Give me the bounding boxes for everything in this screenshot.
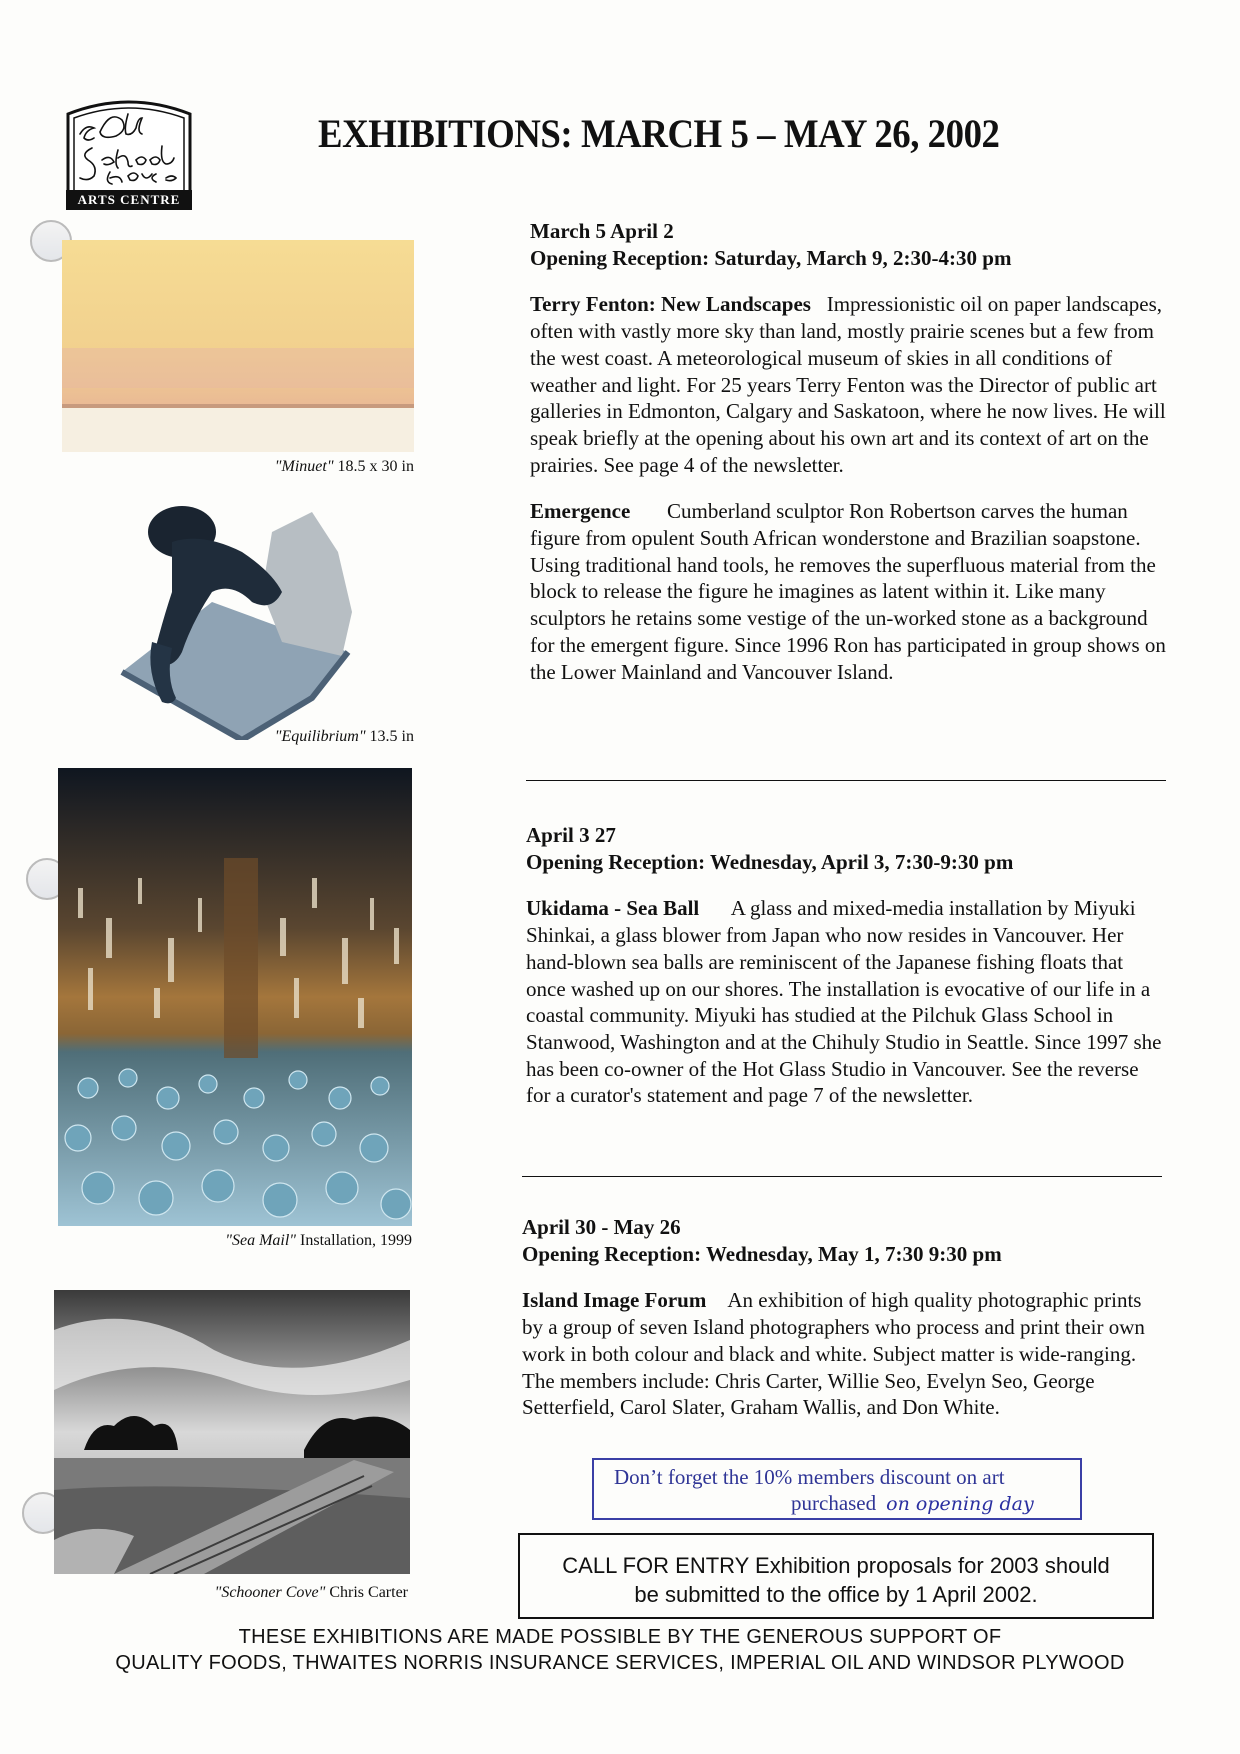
discount-line-2-wrap [614,1490,1070,1517]
call-for-entry-line-1: CALL FOR ENTRY Exhibition proposals for 2003 should [562,1553,1110,1578]
logo-script-drawing [70,102,188,186]
call-for-entry-box [518,1533,1154,1619]
section-reception: Opening Reception: Saturday, March 9, 2:30-4:30 pm [530,245,1012,270]
entry-body: A glass and mixed-media installation by Miyuki Shinkai, a glass blower from Japan who now resides in Vancouver. Her hand-blown sea balls are reminiscent of the Japanese fishing floats that once washed up on our shores. The installation is evocative of our life in a coastal community. Miyuki has studied at the Pilchuk Glass School in Stanwood, Washington and at the Chihuly Studio in Seattle. Since 1997 she has been co-owner of the Hot Glass Studio in Vancouver. See the reverse for a curator's statement and page 7 of the newsletter. [526,896,1162,1108]
entry-heading: Ukidama - Sea Ball [526,896,700,921]
entry-body: Impressionistic oil on paper landscapes, often with vastly more sky than land, mostly prairie scenes but a few from the west coast. A meteorological museum of skies in all conditions of weather and light. For 25 years Terry Fenton was the Director of public art galleries in Edmonton, Calgary and Saskatoon, where he now lives. He will speak briefly at the opening about his own art and its context of art on the prairies. See page 4 of the newsletter. [530,292,1166,477]
exhibition-entry [530,291,1170,478]
section-date: March 5 April 2 [530,219,674,243]
section-divider [526,780,1166,781]
arts-centre-logo [66,96,192,210]
exhibition-entry [522,1287,1162,1421]
entry-heading: Island Image Forum [522,1288,707,1313]
footer-line-2: QUALITY FOODS, THWAITES NORRIS INSURANCE SERVICES, IMPERIAL OIL AND WINDSOR PLYWOOD [115,1652,1125,1674]
sea-mail-caption [150,1232,412,1250]
section-date: April 30 - May 26 [522,1215,681,1239]
caption-detail: Installation, 1999 [296,1232,412,1249]
discount-line-1: Don’t forget the 10% members discount on art [614,1465,1005,1489]
schooner-cove-photo-image [54,1290,410,1574]
caption-detail: 13.5 in [365,728,414,745]
caption-detail: 18.5 x 30 in [333,458,414,475]
handwritten-note: on opening day [886,1493,1034,1515]
exhibition-entry [526,895,1166,1109]
section-reception: Opening Reception: Wednesday, May 1, 7:30 9:30 pm [522,1241,1002,1266]
footer-line-1: THESE EXHIBITIONS ARE MADE POSSIBLE BY THE GENEROUS SUPPORT OF [238,1626,1002,1648]
members-discount-notice [592,1458,1082,1520]
caption-title: "Sea Mail" [225,1232,297,1249]
call-for-entry-line-2: be submitted to the office by 1 April 2002. [634,1582,1038,1607]
discount-line-2: purchased [791,1491,877,1515]
exhibition-section-2 [526,822,1166,1109]
section-date: April 3 27 [526,823,616,847]
sea-mail-installation-image [58,768,412,1226]
entry-heading: Terry Fenton: New Landscapes [530,292,811,317]
equilibrium-sculpture-image [112,492,368,740]
equilibrium-caption [200,728,414,746]
caption-detail: Chris Carter [325,1584,408,1601]
minuet-painting-image [62,240,414,452]
logo-band-text: ARTS CENTRE [66,190,192,210]
page-title: EXHIBITIONS: MARCH 5 – MAY 26, 2002 [318,111,1000,156]
sponsors-footer [0,1624,1240,1676]
schooner-cove-caption [150,1584,408,1602]
entry-heading: Emergence [530,499,631,524]
exhibition-section-3 [522,1214,1162,1421]
minuet-caption [200,458,414,476]
caption-title: "Equilibrium" [274,728,366,745]
exhibition-section-1 [530,218,1170,685]
entry-body: An exhibition of high quality photographic prints by a group of seven Island photographers who process and print their own work in both colour and black and white. Subject matter is wide-ranging. The members include: Chris Carter, Willie Seo, Evelyn Seo, George Setterfield, Carol Slater, Graham Wallis, and Don White. [522,1288,1145,1420]
section-divider [522,1176,1162,1177]
caption-title: "Schooner Cove" [214,1584,326,1601]
section-reception: Opening Reception: Wednesday, April 3, 7:30-9:30 pm [526,849,1014,874]
caption-title: "Minuet" [274,458,334,475]
exhibition-entry [530,498,1170,685]
entry-body: Cumberland sculptor Ron Robertson carves the human figure from opulent South African wonderstone and Brazilian soapstone. Using traditional hand tools, he removes the superfluous material from the block to release the figure he imagines as latent within it. Like many sculptors he retains some vestige of the un-worked stone as a background for the emergent figure. Since 1996 Ron has participated in group shows on the Lower Mainland and Vancouver Island. [530,499,1166,684]
